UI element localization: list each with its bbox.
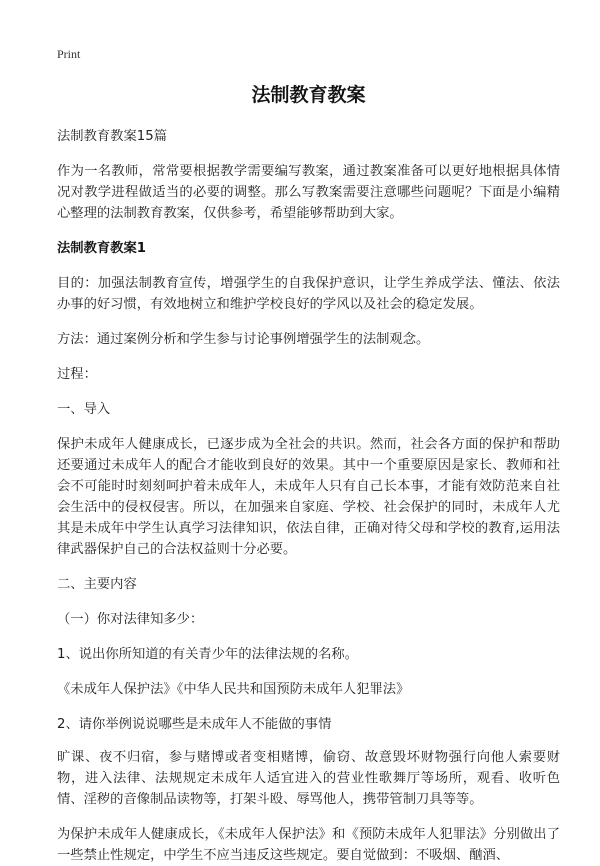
answer-two: 旷课、夜不归宿，参与赌博或者变相赌博，偷窃、故意毁坏财物强行向他人索要财物，进入法律、法规规定未成年人适宜进入的营业性歌舞厅等场所，观看、收听色情、淫秽的音像制品读物等，打架斗殴、辱骂他人，携带管制刀具等等。 xyxy=(57,750,560,807)
process-label: 过程： xyxy=(57,367,97,382)
document-subtitle: 法制教育教案15篇 xyxy=(57,129,167,144)
document-title: 法制教育教案 xyxy=(251,84,366,106)
intro-paragraph: 作为一名教师，常常要根据教学需要编写教案，通过教案准备可以更好地根据具体情况对教学进程做适当的必要的调整。那么写教案需要注意哪些问题呢？下面是小编精心整理的法制教育教案，仅供参考，希望能够帮助到大家。 xyxy=(57,164,560,221)
step-two-heading: 二、主要内容 xyxy=(57,577,137,592)
subsection-heading: （一）你对法律知多少： xyxy=(57,612,204,627)
answer-three: 为保护未成年人健康成长，《未成年人保护法》和《预防未成年人犯罪法》分别做出了一些禁止性规定，中学生不应当违反这些规定。要自觉做到：不吸烟、酗酒、 xyxy=(57,827,560,863)
question-two: 2、请你举例说说哪些是未成年人不能做的事情 xyxy=(57,717,332,732)
goal-paragraph: 目的：加强法制教育宣传，增强学生的自我保护意识，让学生养成学法、懂法、依法办事的好习惯，有效地树立和维护学校良好的学风以及社会的稳定发展。 xyxy=(57,276,560,312)
section-heading: 法制教育教案1 xyxy=(57,241,147,256)
question-one: 1、说出你所知道的有关青少年的法律法规的名称。 xyxy=(57,647,358,662)
step-one-heading: 一、导入 xyxy=(57,402,111,417)
step-one-body: 保护未成年人健康成长，已逐步成为全社会的共识。然而，社会各方面的保护和帮助还要通过未成年人的配合才能收到良好的效果。其中一个重要原因是家长、教师和社会不可能时时刻刻呵护着未成年人，未成年人只有自己长本事，才能有效防范来自社会生活中的侵权侵害。所以，在加强来自家庭、学校、社会保护的同时，未成年人尤其是未成年中学生认真学习法律知识，依法自律，正确对待父母和学校的教育,运用法律武器保护自己的合法权益则十分必要。 xyxy=(57,437,560,557)
print-label: Print xyxy=(57,47,81,61)
answer-one: 《未成年人保护法》《中华人民共和国预防未成年人犯罪法》 xyxy=(57,682,410,697)
method-paragraph: 方法：通过案例分析和学生参与讨论事例增强学生的法制观念。 xyxy=(57,332,430,347)
